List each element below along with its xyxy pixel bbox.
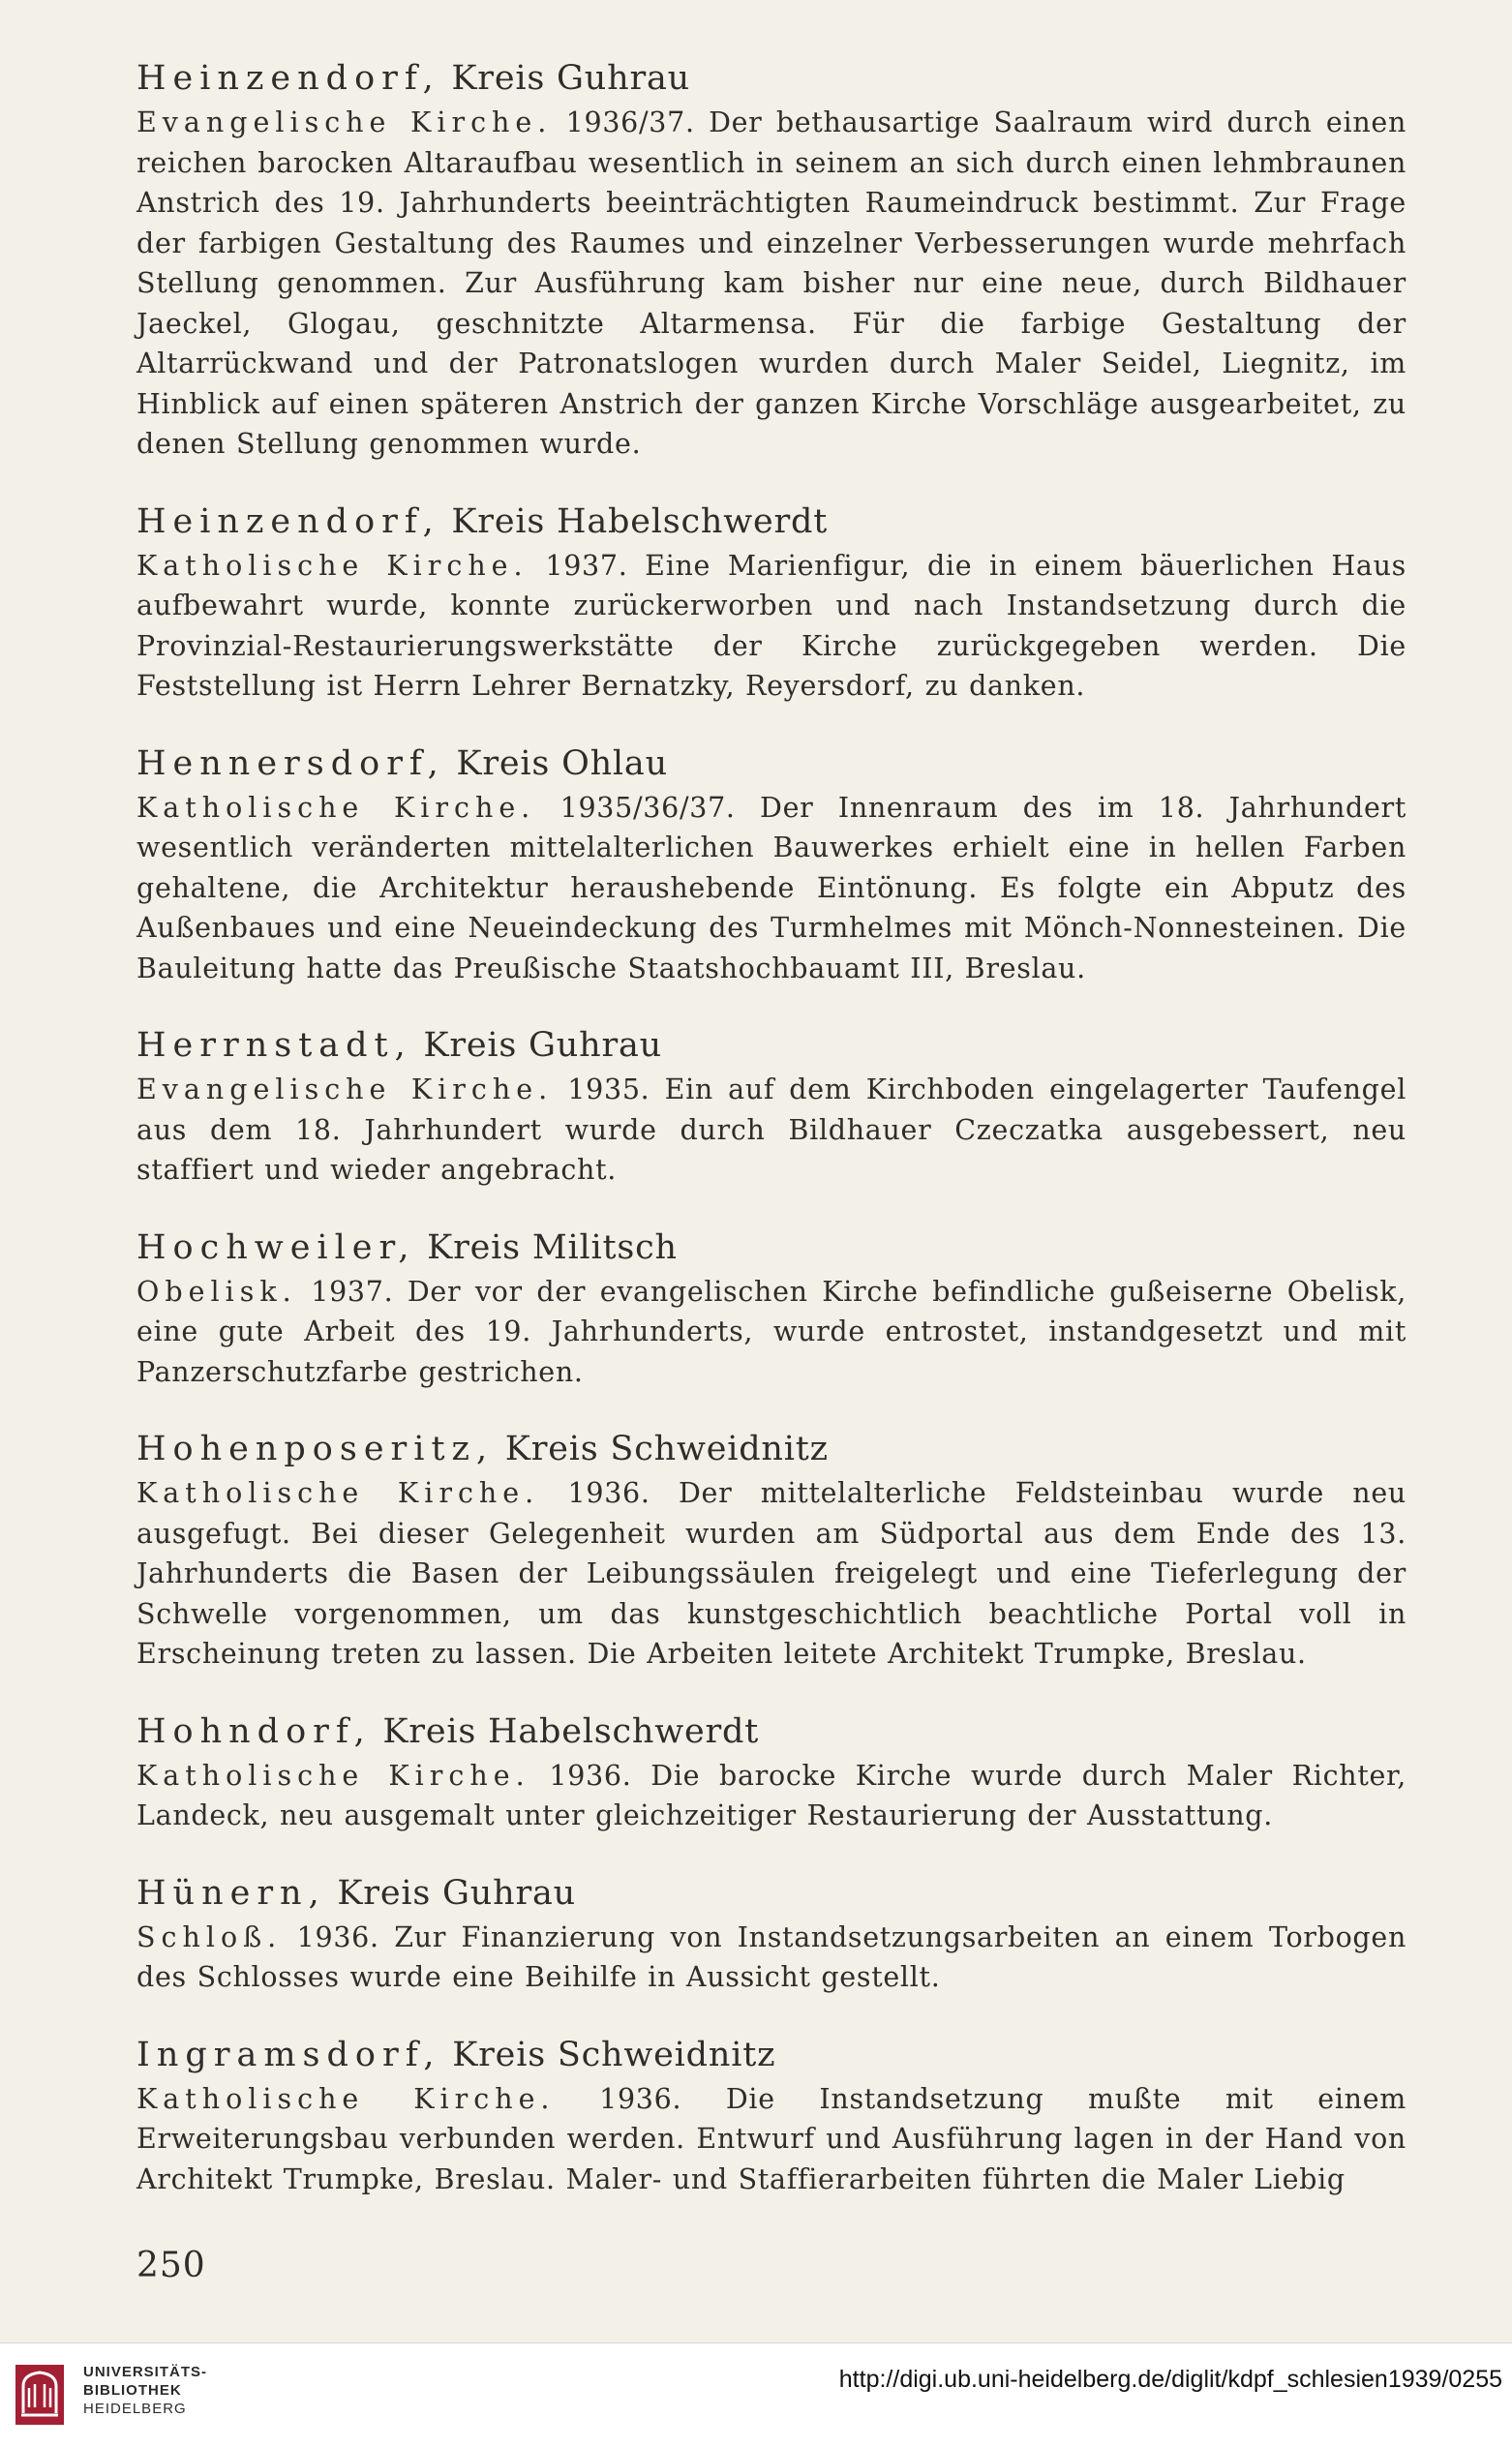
place-name: Hochweiler,	[136, 1227, 416, 1267]
page-content	[136, 56, 1406, 2234]
entry-body: 1936. Zur Finanzierung von Instandsetzungsarbeiten an einem Torbogen des Schlosses wurde eine Beihilfe in Aussicht gestellt.	[136, 1920, 1406, 1993]
entry-heading	[136, 1427, 1406, 1471]
place-name: Herrnstadt,	[136, 1026, 412, 1065]
entry-heading	[136, 741, 1406, 786]
entry-body: 1936. Der mittelalterliche Feldsteinbau wurde neu ausgefugt. Bei dieser Gelegenheit wurden am Südportal aus dem Ende des 13. Jahrhunderts die Basen der Leibungssäulen freigelegt und eine Tieferlegung der Schwelle vorgenommen, um das kunstgeschichtlich beachtliche Portal voll in Erscheinung treten zu lassen. Die Arbeiten leitete Architekt Trumpke, Breslau.	[136, 1477, 1406, 1670]
entry-body: 1936. Die barocke Kirche wurde durch Maler Richter, Landeck, neu ausgemalt unter gleichzeitiger Restaurierung der Ausstattung.	[136, 1759, 1406, 1831]
entry-body: 1937. Der vor der evangelischen Kirche befindliche gußeiserne Obelisk, eine gute Arbeit des 19. Jahrhunderts, wurde entrostet, instandgesetzt und mit Panzerschutzfarbe gestrichen.	[136, 1275, 1407, 1388]
place-name: Hünern,	[136, 1873, 326, 1913]
entry-text	[136, 2079, 1406, 2200]
place-name: Hohenposeritz,	[136, 1430, 495, 1468]
district-name: Kreis Habelschwerdt	[451, 501, 829, 541]
viewer-footer	[0, 2342, 1512, 2448]
entry-text	[136, 788, 1406, 989]
entry-heading	[136, 1871, 1406, 1916]
entry	[136, 56, 1406, 465]
entry-text	[136, 1756, 1406, 1836]
entry-body: 1936/37. Der bethausartige Saalraum wird durch einen reichen barocken Altaraufbau wesentlich in seinem an sich durch einen lehmbraunen Anstrich des 19. Jahrhunderts beeinträchtigten Raumeindruck bestimmt. Zur Frage der farbigen Gestaltung des Raumes und einzelner Verbesserungen wurde mehrfach Stellung genommen. Zur Ausführung kam bisher nur eine neue, durch Bildhauer Jaeckel, Glogau, geschnitzte Altarmensa. Für die farbige Gestaltung der Altarrückwand und der Patronatslogen wurden durch Maler Seidel, Liegnitz, im Hinblick auf einen späteren Anstrich der ganzen Kirche Vorschläge ausgearbeitet, zu denen Stellung genommen wurde.	[136, 106, 1406, 460]
entry	[136, 1023, 1406, 1191]
entry	[136, 741, 1406, 989]
object-name: Katholische Kirche.	[136, 2082, 556, 2115]
place-name: Heinzendorf,	[136, 59, 440, 98]
entry-text	[136, 1918, 1406, 1998]
page-number: 250	[136, 2246, 206, 2285]
entry-text	[136, 546, 1406, 707]
district-name: Kreis Guhrau	[423, 1026, 663, 1065]
entry-body: 1937. Eine Marienfigur, die in einem bäuerlichen Haus aufbewahrt wurde, konnte zurückerworben und nach Instandsetzung durch die Provinzial-Restaurierungswerkstätte der Kirche zurückgegeben werden. Die Feststellung ist Herrn Lehrer Bernatzky, Reyersdorf, zu danken.	[136, 549, 1407, 702]
district-name: Kreis Schweidnitz	[452, 2035, 776, 2074]
entry-heading	[136, 1709, 1406, 1754]
district-name: Kreis Schweidnitz	[504, 1430, 829, 1468]
entry-heading	[136, 1023, 1406, 1068]
district-name: Kreis Guhrau	[337, 1873, 577, 1913]
entry-text	[136, 1070, 1406, 1191]
object-name: Katholische Kirche.	[136, 791, 536, 824]
place-name: Ingramsdorf,	[136, 2035, 441, 2074]
object-name: Schloß.	[136, 1920, 283, 1953]
district-name: Kreis Guhrau	[451, 59, 691, 98]
entry-body: 1935. Ein auf dem Kirchboden eingelagerter Taufengel aus dem 18. Jahrhundert wurde durch Bildhauer Czeczatka ausgebessert, neu staffiert und wieder angebracht.	[136, 1073, 1407, 1186]
entry-text	[136, 1272, 1406, 1393]
entry	[136, 499, 1406, 707]
entry-text	[136, 103, 1406, 465]
object-name: Katholische Kirche.	[136, 549, 529, 582]
entry	[136, 1427, 1406, 1675]
place-name: Hohndorf,	[136, 1711, 372, 1751]
district-name: Kreis Militsch	[427, 1227, 678, 1267]
entry-heading	[136, 2033, 1406, 2077]
library-name-line-1: UNIVERSITÄTS-	[83, 2364, 208, 2380]
object-name: Obelisk.	[136, 1275, 297, 1308]
place-name: Hennersdorf,	[136, 743, 445, 783]
source-url-link[interactable]: http://digi.ub.uni-heidelberg.de/diglit/kdpf_schlesien1939/0255	[838, 2366, 1502, 2393]
library-name-line-2: BIBLIOTHEK	[83, 2382, 182, 2399]
place-name: Heinzendorf,	[136, 501, 440, 541]
entry-heading	[136, 56, 1406, 101]
object-name: Evangelische Kirche.	[136, 1073, 554, 1105]
entry	[136, 1709, 1406, 1836]
library-name[interactable]	[83, 2363, 207, 2418]
district-name: Kreis Ohlau	[456, 743, 668, 783]
entry-body: 1935/36/37. Der Innenraum des im 18. Jahrhundert wesentlich veränderten mittelalterlichen Bauwerkes erhielt eine in hellen Farben gehaltene, die Architektur heraushebende Eintönung. Es folgte ein Abputz des Außenbaues und eine Neueindeckung des Turmhelmes mit Mönch-Nonnesteinen. Die Bauleitung hatte das Preußische Staatshochbauamt III, Breslau.	[136, 791, 1407, 984]
entry-heading	[136, 1225, 1406, 1270]
entry	[136, 2033, 1406, 2200]
object-name: Katholische Kirche.	[136, 1759, 530, 1792]
entry-text	[136, 1473, 1406, 1675]
object-name: Evangelische Kirche.	[136, 106, 553, 138]
entry	[136, 1225, 1406, 1393]
heidelberg-library-logo-icon[interactable]	[15, 2365, 64, 2425]
object-name: Katholische Kirche.	[136, 1477, 540, 1509]
district-name: Kreis Habelschwerdt	[382, 1711, 760, 1751]
library-name-line-3: HEIDELBERG	[83, 2401, 187, 2417]
entry	[136, 1871, 1406, 1998]
entry-body: 1936. Die Instandsetzung mußte mit einem Erweiterungsbau verbunden werden. Entwurf und Ausführung lagen in der Hand von Architekt Trumpke, Breslau. Maler- und Staffierarbeiten führten die Maler Liebig	[136, 2082, 1406, 2195]
entry-heading	[136, 499, 1406, 544]
